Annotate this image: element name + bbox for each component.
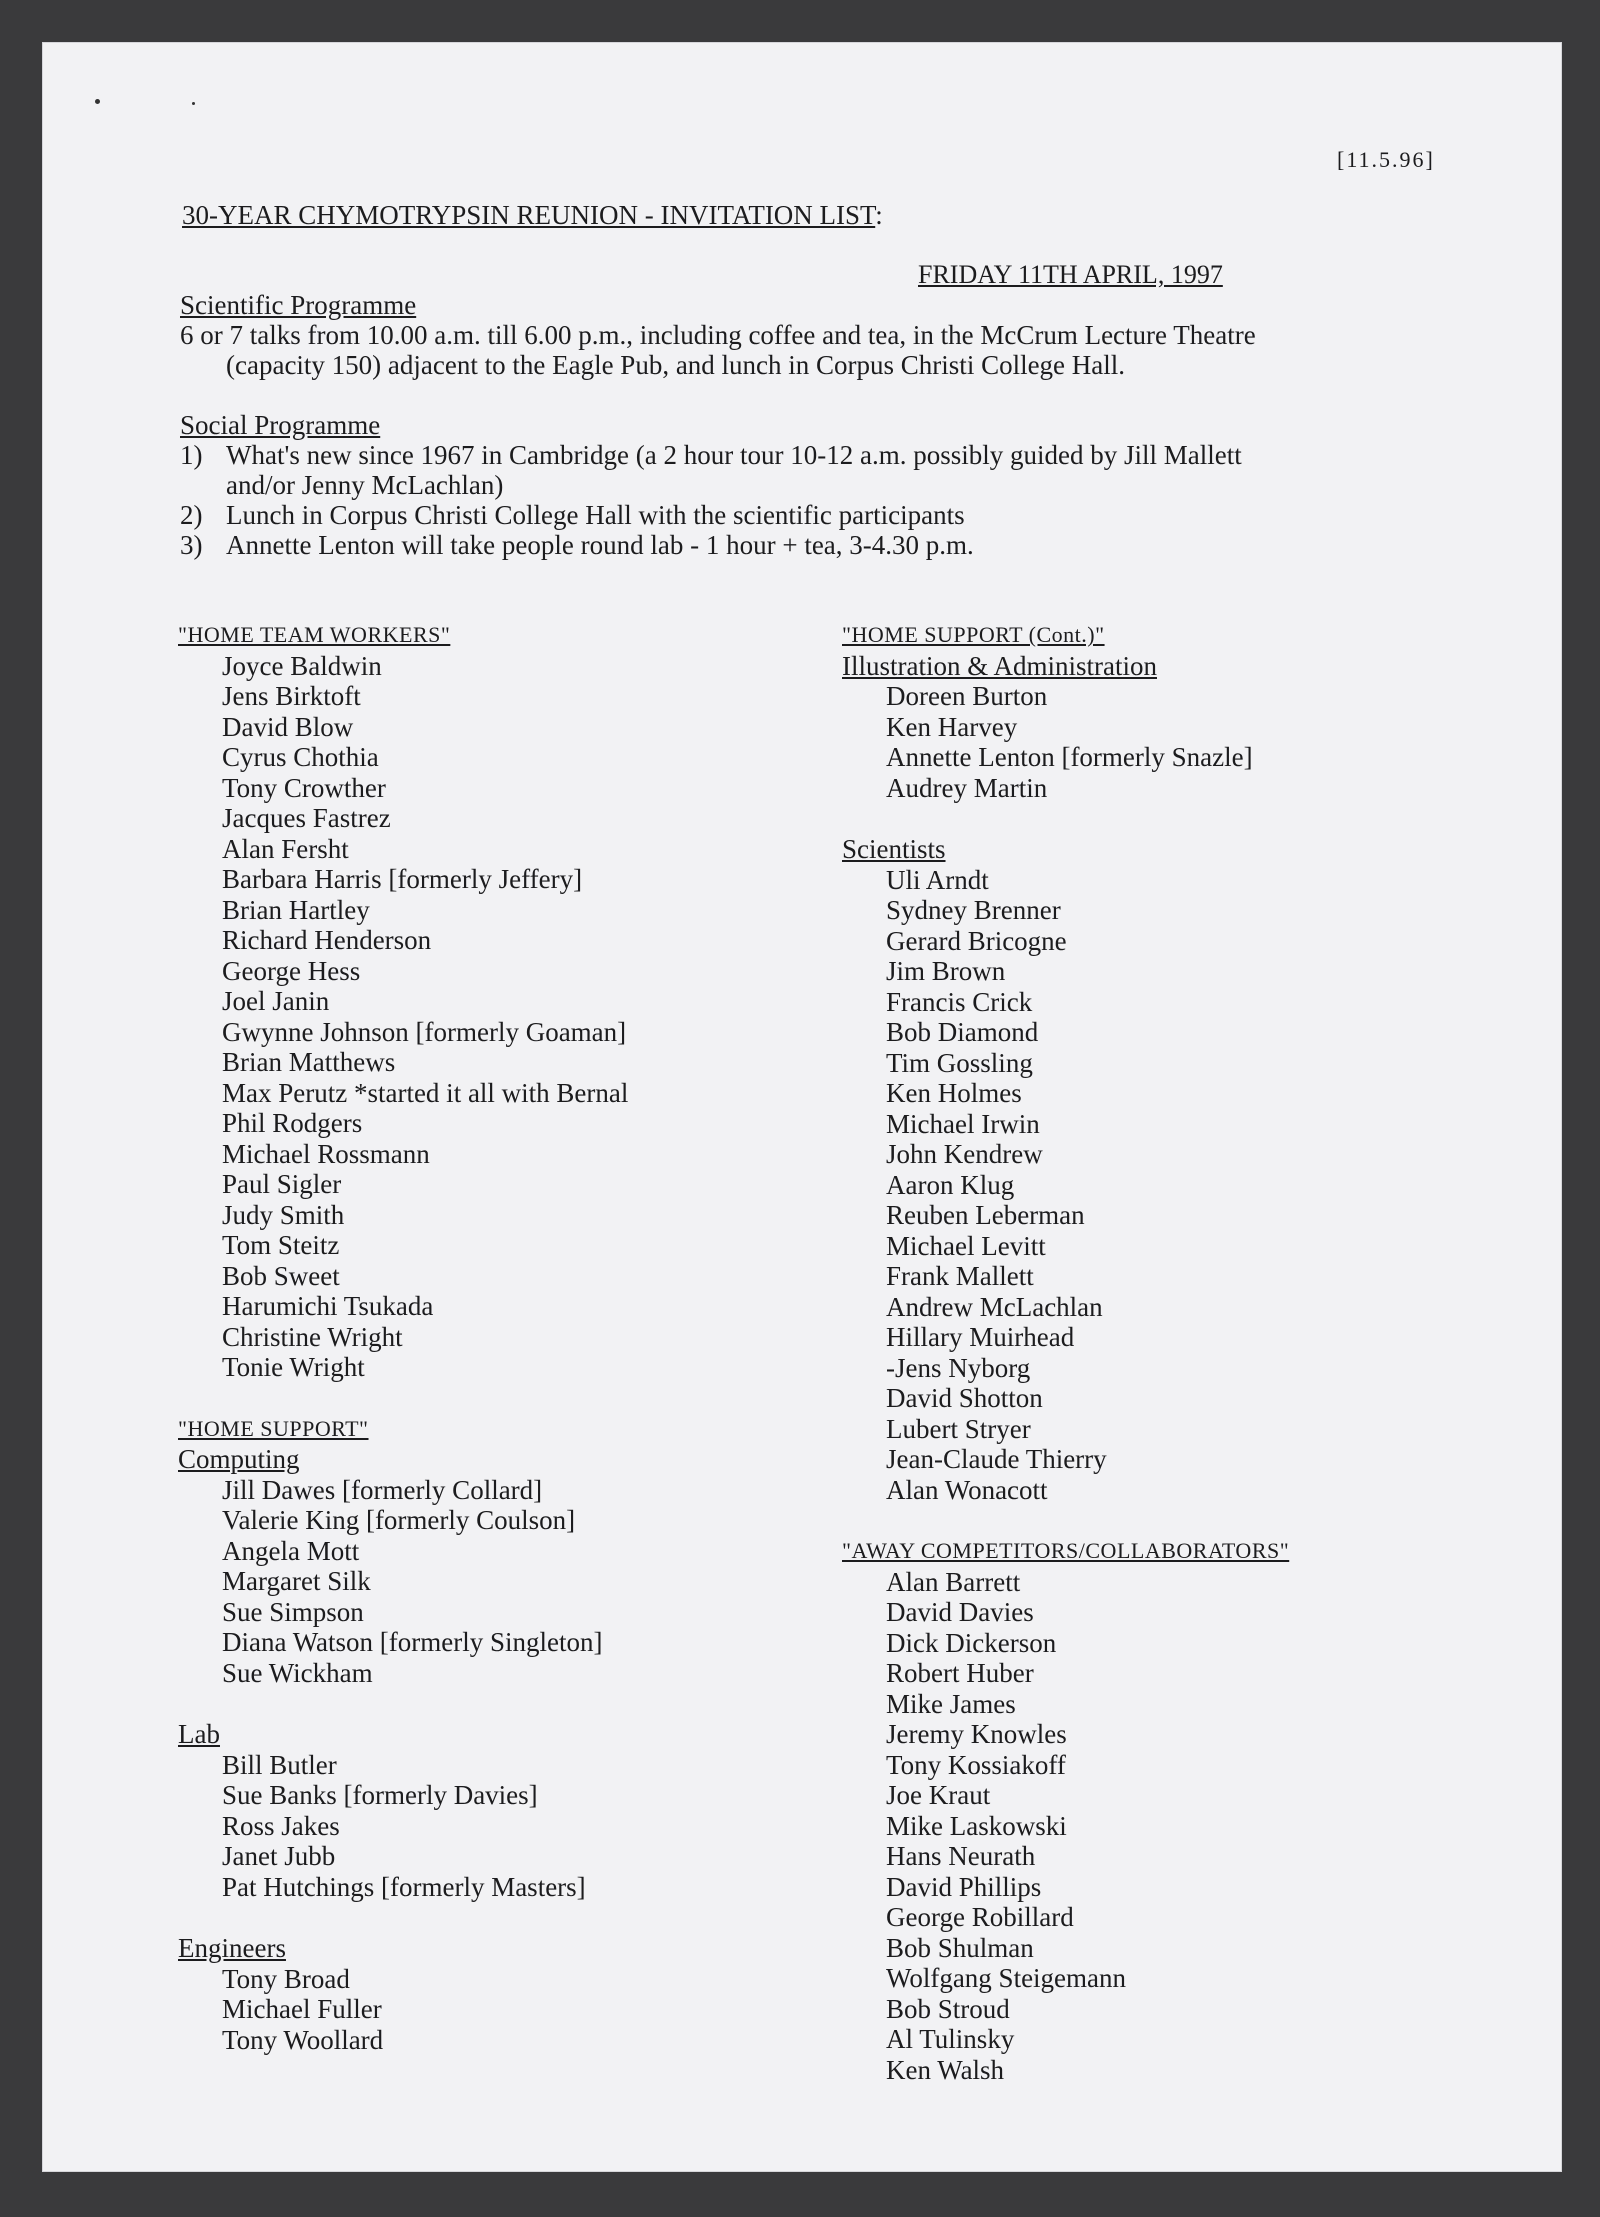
name-entry: Sue Wickham (222, 1657, 373, 1688)
name-entry: Bob Sweet (222, 1260, 340, 1291)
name-entry: Jens Birktoft (222, 681, 361, 711)
name-entry: Francis Crick (886, 986, 1033, 1017)
name-entry: Tony Broad (222, 1963, 350, 1994)
home-support-cont-heading: "HOME SUPPORT (Cont.)" (842, 622, 1105, 647)
name-entry: Barbara Harris [formerly Jeffery] (222, 864, 583, 894)
name-entry: John Kendrew (886, 1139, 1043, 1169)
item-text: Lunch in Corpus Christi College Hall with the scientific participants (226, 500, 965, 530)
social-heading: Social Programme (180, 410, 381, 440)
name-entry: Judy Smith (222, 1199, 345, 1230)
name-entry: Paul Sigler (222, 1169, 342, 1199)
name-entry: Michael Fuller (222, 1994, 382, 2024)
name-entry: Angela Mott (222, 1535, 360, 1566)
name-entry: Sydney Brenner (886, 895, 1061, 925)
home-support-heading: "HOME SUPPORT" (178, 1415, 369, 1441)
name-entry: Robert Huber (886, 1658, 1034, 1688)
name-entry: Uli Arndt (886, 864, 989, 895)
left-column (178, 620, 628, 2055)
name-entry: Tonie Wright (222, 1352, 365, 1382)
name-entry: Alan Barrett (886, 1566, 1021, 1597)
item-text: What's new since 1967 in Cambridge (a 2 hour tour 10-12 a.m. possibly guided by Jill Mallett (226, 440, 1242, 470)
name-entry: George Robillard (886, 1902, 1074, 1932)
name-entry: Lubert Stryer (886, 1413, 1031, 1444)
name-entry: Ken Holmes (886, 1078, 1022, 1108)
name-entry: Bob Diamond (886, 1017, 1039, 1047)
name-entry: Richard Henderson (222, 925, 432, 955)
name-entry: Tony Crowther (222, 772, 386, 803)
name-entry: Al Tulinsky (886, 2024, 1015, 2054)
event-date: FRIDAY 11TH APRIL, 1997 (918, 260, 1223, 289)
name-entry: Valerie King [formerly Coulson] (222, 1505, 576, 1535)
name-entry: Ken Walsh (886, 2054, 1005, 2085)
name-entry: Hillary Muirhead (886, 1322, 1075, 1352)
name-entry: Tim Gossling (886, 1047, 1033, 1078)
right-column (842, 620, 1289, 2085)
name-entry: Jeremy Knowles (886, 1719, 1067, 1749)
scientific-line: (capacity 150) adjacent to the Eagle Pub, and lunch in Corpus Christi College Hall. (226, 350, 1126, 380)
social-item (180, 530, 1242, 560)
name-entry: Andrew McLachlan (886, 1291, 1103, 1322)
title-text: 30-YEAR CHYMOTRYPSIN REUNION - INVITATION LIST (182, 200, 876, 230)
away-heading: "AWAY COMPETITORS/COLLABORATORS" (842, 1538, 1290, 1563)
home-team-heading: "HOME TEAM WORKERS" (178, 622, 451, 647)
name-entry: Brian Hartley (222, 894, 370, 925)
scientific-programme (180, 290, 1256, 380)
item-number: 2) (180, 500, 203, 530)
name-entry: Brian Matthews (222, 1047, 396, 1077)
name-entry: Tony Kossiakoff (886, 1749, 1066, 1780)
social-item (180, 500, 1242, 530)
name-entry: Ross Jakes (222, 1810, 340, 1841)
name-entry: Diana Watson [formerly Singleton] (222, 1627, 603, 1657)
name-entry: Gwynne Johnson [formerly Goaman] (222, 1016, 627, 1047)
name-entry: Sue Banks [formerly Davies] (222, 1780, 538, 1810)
name-entry: Joyce Baldwin (222, 650, 382, 681)
name-entry: David Davies (886, 1597, 1034, 1627)
document-reference: [11.5.96] (1337, 147, 1435, 172)
name-entry: David Phillips (886, 1871, 1042, 1902)
item-text-cont: and/or Jenny McLachlan) (226, 470, 504, 500)
name-entry: Pat Hutchings [formerly Masters] (222, 1871, 586, 1902)
name-entry: Bob Shulman (886, 1932, 1034, 1963)
social-programme (180, 410, 1242, 560)
social-list (180, 440, 1242, 560)
name-entry: George Hess (222, 955, 361, 986)
name-entry: Michael Rossmann (222, 1138, 430, 1169)
scientists-heading: Scientists (842, 834, 946, 864)
name-entry: Jill Dawes [formerly Collard] (222, 1474, 543, 1505)
name-entry: Mike Laskowski (886, 1810, 1067, 1841)
scientists-list (842, 865, 1289, 1506)
name-entry: David Blow (222, 711, 354, 742)
name-entry: Max Perutz *started it all with Bernal (222, 1077, 629, 1108)
name-entry: Ken Harvey (886, 711, 1018, 742)
computing-heading: Computing (178, 1444, 300, 1474)
item-number: 3) (180, 530, 203, 560)
lab-heading: Lab (178, 1719, 220, 1749)
social-item (180, 440, 1242, 500)
name-entry: Harumichi Tsukada (222, 1291, 434, 1321)
name-entry: Tony Woollard (222, 2024, 384, 2055)
mark-dot (95, 99, 100, 104)
illustration-heading: Illustration & Administration (842, 650, 1157, 681)
engineers-heading: Engineers (178, 1933, 286, 1963)
name-entry: Dick Dickerson (886, 1627, 1057, 1658)
name-entry: Christine Wright (222, 1321, 403, 1352)
name-entry: Frank Mallett (886, 1261, 1034, 1291)
name-entry: Michael Levitt (886, 1230, 1046, 1261)
document-page (42, 42, 1562, 2172)
document-title (182, 200, 883, 231)
name-entry: Doreen Burton (886, 681, 1048, 711)
lab-list (178, 1750, 628, 1903)
name-entry: Aaron Klug (886, 1169, 1015, 1200)
scientific-line: 6 or 7 talks from 10.00 a.m. till 6.00 p.m., including coffee and tea, in the McCrum Lecture Theatre (180, 320, 1256, 350)
name-entry: Janet Jubb (222, 1841, 336, 1871)
name-entry: Bill Butler (222, 1749, 337, 1780)
name-entry: Jim Brown (886, 956, 1006, 986)
home-team-list (178, 651, 628, 1383)
item-text: Annette Lenton will take people round lab - 1 hour + tea, 3-4.30 p.m. (226, 530, 974, 560)
mark-dot (192, 102, 195, 105)
name-entry: Cyrus Chothia (222, 742, 379, 772)
name-entry: Jacques Fastrez (222, 803, 391, 833)
name-entry: Bob Stroud (886, 1993, 1010, 2024)
name-entry: Annette Lenton [formerly Snazle] (886, 742, 1253, 772)
item-number: 1) (180, 440, 203, 470)
name-entry: Phil Rodgers (222, 1108, 363, 1138)
name-entry: Joel Janin (222, 986, 330, 1016)
name-entry: Mike James (886, 1688, 1016, 1719)
illustration-list (842, 681, 1289, 803)
name-entry: Jean-Claude Thierry (886, 1444, 1107, 1474)
name-entry: Audrey Martin (886, 772, 1048, 803)
name-entry: Joe Kraut (886, 1780, 991, 1810)
scientific-heading: Scientific Programme (180, 290, 417, 320)
name-entry: Alan Fersht (222, 833, 349, 864)
name-entry: Wolfgang Steigemann (886, 1963, 1127, 1993)
name-entry: Hans Neurath (886, 1841, 1036, 1871)
name-entry: Alan Wonacott (886, 1474, 1048, 1505)
computing-list (178, 1475, 628, 1689)
title-colon: : (875, 200, 883, 230)
name-entry: David Shotton (886, 1383, 1043, 1413)
name-entry: Sue Simpson (222, 1596, 364, 1627)
away-list (842, 1567, 1289, 2086)
engineers-list (178, 1964, 628, 2056)
name-entry: Gerard Bricogne (886, 925, 1067, 956)
name-entry: Margaret Silk (222, 1566, 371, 1596)
name-entry: Reuben Leberman (886, 1200, 1085, 1230)
name-entry: Tom Steitz (222, 1230, 340, 1260)
name-entry: -Jens Nyborg (886, 1352, 1031, 1383)
name-entry: Michael Irwin (886, 1108, 1040, 1139)
